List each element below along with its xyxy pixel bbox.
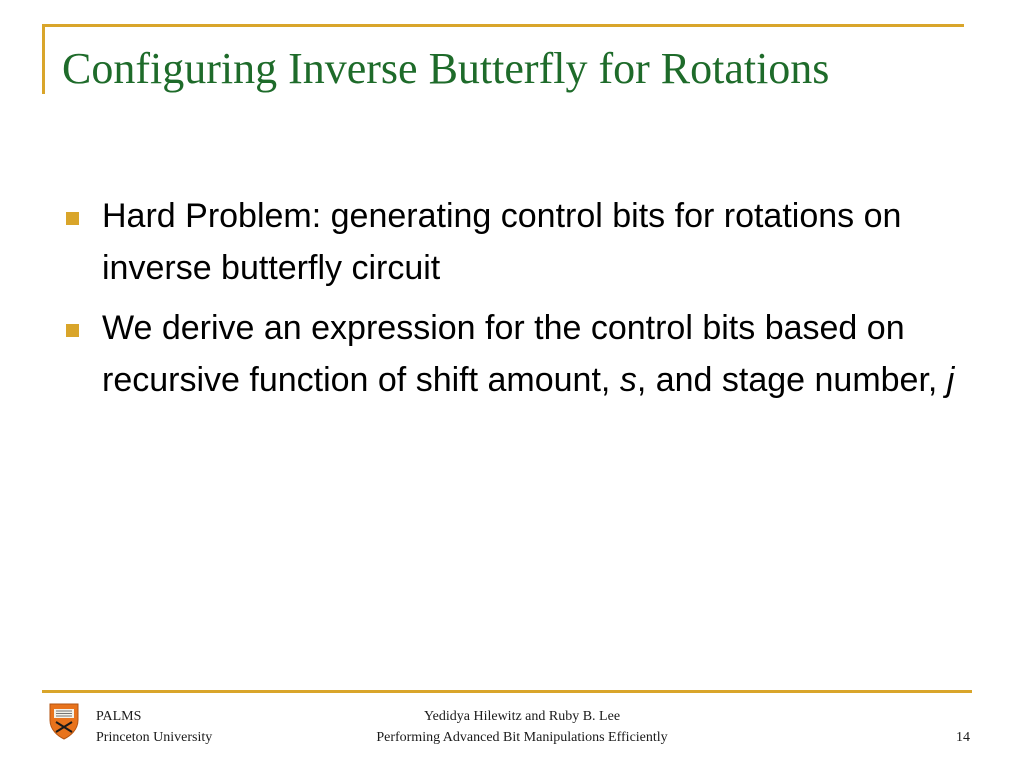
footer-university: Princeton University xyxy=(96,730,213,745)
footer-authors: Yedidya Hilewitz and Ruby B. Lee xyxy=(423,709,621,724)
page-number: 14 xyxy=(956,730,970,745)
footer-talk-title: Performing Advanced Bit Manipulations Efficiently xyxy=(376,730,668,745)
princeton-shield-icon xyxy=(48,700,80,740)
footer-organization xyxy=(96,706,212,748)
bullet-list xyxy=(62,190,962,414)
square-bullet-icon xyxy=(66,324,79,337)
bullet-item-1 xyxy=(62,190,962,294)
bullet-text-middle: , and stage number, xyxy=(636,361,947,399)
top-frame-rule xyxy=(42,24,964,27)
footer-palms: PALMS xyxy=(96,709,142,724)
slide-title: Configuring Inverse Butterfly for Rotations xyxy=(62,44,830,93)
square-bullet-icon xyxy=(66,212,79,225)
bullet-item-2 xyxy=(62,302,962,406)
footer-center xyxy=(302,706,742,748)
variable-j: j xyxy=(946,361,955,399)
footer-rule xyxy=(42,690,972,693)
variable-s: s xyxy=(619,361,637,399)
bullet-text: Hard Problem: generating control bits for rotations on inverse butterfly circuit xyxy=(102,197,902,287)
left-frame-rule xyxy=(42,24,45,94)
bullet-text: We derive an expression for the control bits based on recursive function of shift amount, xyxy=(102,309,905,399)
